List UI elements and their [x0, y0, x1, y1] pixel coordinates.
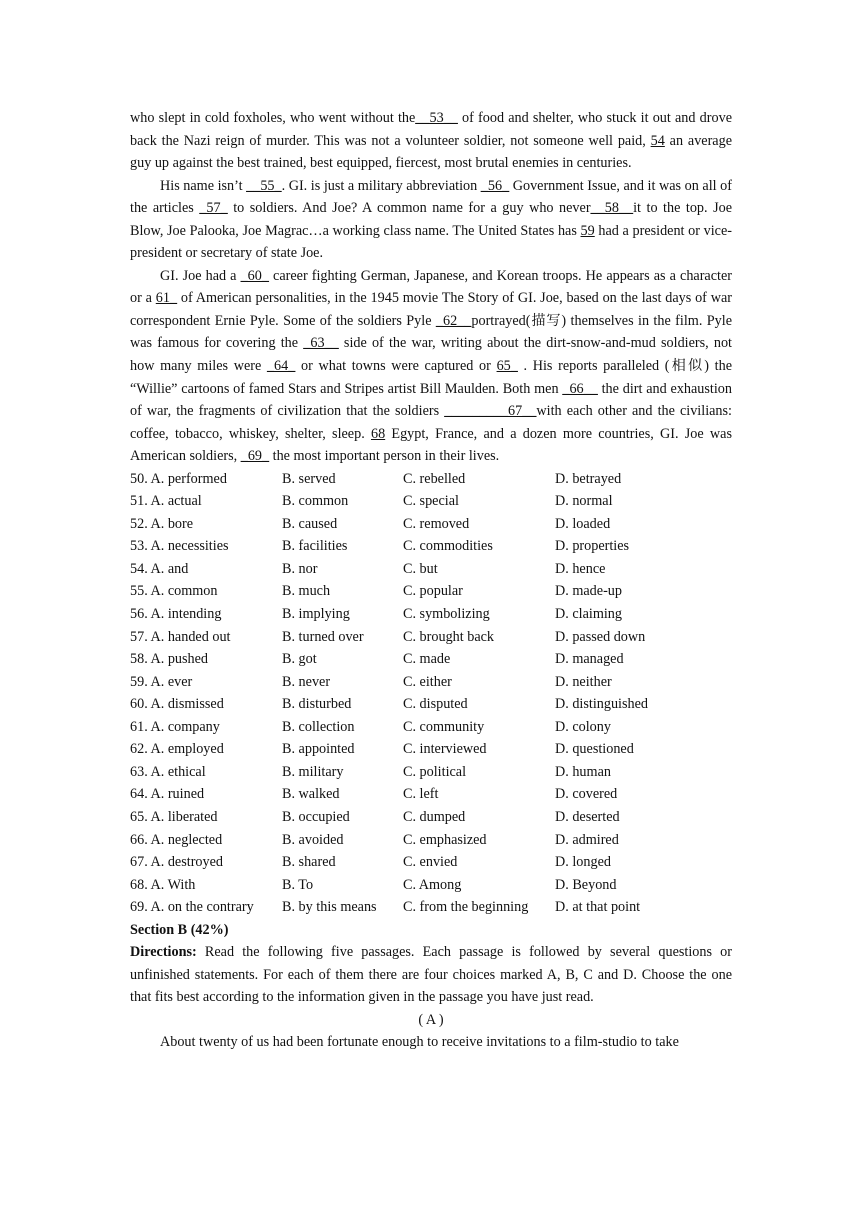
- option-d: D. human: [555, 763, 611, 780]
- option-b: B. much: [282, 583, 331, 600]
- option-b: B. implying: [282, 606, 350, 623]
- blank-57: _57_: [199, 200, 228, 217]
- option-d: D. made-up: [555, 583, 622, 600]
- option-b: B. shared: [282, 854, 336, 871]
- option-a: 53. A. necessities: [130, 538, 229, 555]
- option-c: C. dumped: [403, 808, 466, 825]
- option-d: D. longed: [555, 854, 611, 871]
- option-d: D. loaded: [555, 515, 611, 532]
- option-b: B. got: [282, 651, 317, 668]
- option-b: B. served: [282, 470, 336, 487]
- text: Government Issue, and it was on all of the articles: [130, 177, 732, 217]
- passage-paragraph-1: [130, 107, 732, 175]
- text: the dirt and exhaustion of war, the fragments of civilization that the soldiers: [130, 380, 732, 420]
- text: of food and shelter, who stuck it out and drove back the Nazi reign of murder. This was not a volunteer soldier, not someone well paid,: [130, 110, 732, 149]
- option-d: D. admired: [555, 831, 619, 848]
- option-d: D. claiming: [555, 606, 622, 623]
- blank-58: __58__: [590, 200, 634, 217]
- text: His name isn’t: [160, 177, 247, 194]
- option-c: C. envied: [403, 854, 458, 871]
- option-a: 58. A. pushed: [130, 651, 209, 668]
- question-row: [130, 558, 732, 581]
- option-c: C. but: [403, 560, 438, 577]
- text: who slept in cold foxholes, who went without the: [130, 110, 416, 126]
- option-b: B. avoided: [282, 831, 344, 848]
- section-b-heading: Section B (42%): [130, 921, 229, 938]
- option-c: C. from the beginning: [403, 899, 529, 916]
- blank-68: 68: [370, 425, 386, 442]
- option-a: 62. A. employed: [130, 741, 224, 758]
- text: an average guy up against the best trained, best equipped, fiercest, most brutal enemies in centuries.: [130, 132, 733, 172]
- option-b: B. occupied: [282, 808, 350, 825]
- option-a: 59. A. ever: [130, 673, 193, 690]
- question-row: [130, 535, 732, 558]
- blank-65: 65_: [496, 358, 518, 375]
- blank-59: 59: [580, 222, 595, 239]
- blank-67: _________67__: [444, 403, 537, 420]
- text: Egypt, France, and a dozen more countries, GI. Joe was American soldiers,: [130, 425, 732, 465]
- option-c: C. interviewed: [403, 741, 487, 758]
- question-row: [130, 626, 732, 649]
- question-row: [130, 761, 732, 784]
- option-a: 56. A. intending: [130, 606, 222, 623]
- blank-66: _66__: [562, 380, 598, 397]
- text: with each other and the civilians: coffee, tobacco, whiskey, shelter, sleep.: [130, 403, 732, 442]
- option-a: 67. A. destroyed: [130, 854, 223, 871]
- option-d: D. normal: [555, 493, 613, 510]
- option-d: D. questioned: [555, 741, 634, 758]
- option-d: D. properties: [555, 538, 630, 555]
- option-b: B. common: [282, 493, 349, 510]
- option-c: C. special: [403, 493, 459, 510]
- text: had a president or vice- president or secretary of state Joe.: [130, 222, 732, 262]
- option-a: 57. A. handed out: [130, 628, 231, 645]
- text: . His reports paralleled (相似) the “Willie” cartoons of famed Stars and Stripes artist Bill Maulden. Both men: [130, 358, 732, 397]
- blank-56: _56_: [480, 177, 510, 194]
- option-b: B. caused: [282, 515, 338, 532]
- option-d: D. covered: [555, 786, 618, 803]
- text: . GI. is just a military abbreviation: [281, 177, 481, 194]
- option-a: 65. A. liberated: [130, 808, 218, 825]
- question-row: [130, 648, 732, 671]
- option-a: 52. A. bore: [130, 515, 194, 532]
- passage-first-line: About twenty of us had been fortunate enough to receive invitations to a film-studio to take: [160, 1034, 679, 1051]
- option-c: C. either: [403, 673, 452, 690]
- option-d: D. neither: [555, 673, 612, 690]
- option-c: C. rebelled: [403, 470, 466, 487]
- question-row: [130, 716, 732, 739]
- option-c: C. political: [403, 763, 467, 780]
- question-row: [130, 851, 732, 874]
- option-b: B. turned over: [282, 628, 364, 645]
- option-d: D. Beyond: [555, 876, 617, 893]
- question-row: [130, 829, 732, 852]
- option-b: B. collection: [282, 718, 355, 735]
- option-b: B. To: [282, 876, 314, 893]
- directions-label: Directions:: [130, 944, 197, 961]
- question-row: [130, 603, 732, 626]
- option-c: C. commodities: [403, 538, 493, 555]
- blank-64: _64_: [266, 358, 296, 375]
- option-a: 61. A. company: [130, 718, 220, 735]
- question-row: [130, 693, 732, 716]
- option-d: D. at that point: [555, 899, 641, 916]
- option-b: B. nor: [282, 560, 318, 577]
- option-b: B. military: [282, 763, 344, 780]
- blank-53: __53__: [415, 110, 458, 126]
- option-a: 69. A. on the contrary: [130, 899, 254, 916]
- option-c: C. Among: [403, 876, 462, 893]
- option-c: C. symbolizing: [403, 606, 490, 623]
- question-row: [130, 874, 732, 897]
- option-d: D. passed down: [555, 628, 646, 645]
- option-c: C. popular: [403, 583, 463, 600]
- directions-text: Read the following five passages. Each passage is followed by several questions or unfinished statements. For each of them there are four choices marked A, B, C and D. Choose the one that fits best according to the information given in the passage you have just read.: [130, 944, 732, 1006]
- question-row: [130, 490, 732, 513]
- question-row: [130, 783, 732, 806]
- question-row: [130, 738, 732, 761]
- option-d: D. betrayed: [555, 470, 622, 487]
- text: side of the war, writing about the dirt-snow-and-mud soldiers, not how many miles were: [130, 335, 733, 375]
- blank-63: _63__: [303, 335, 339, 352]
- option-b: B. appointed: [282, 741, 355, 758]
- question-row: [130, 806, 732, 829]
- passage-label: ( A ): [418, 1011, 444, 1028]
- option-a: 51. A. actual: [130, 493, 202, 510]
- text: it to the top. Joe Blow, Joe Palooka, Joe Magrac…a working class name. The United States has: [130, 200, 732, 239]
- text: GI. Joe had a: [160, 267, 241, 284]
- option-b: B. never: [282, 673, 331, 690]
- blank-60: _60_: [240, 267, 269, 284]
- text: the most important person in their lives.: [269, 448, 500, 465]
- option-d: D. hence: [555, 560, 606, 577]
- text: or what towns were captured or: [295, 358, 497, 375]
- option-b: B. walked: [282, 786, 340, 803]
- blank-55: __55_: [246, 177, 282, 194]
- option-d: D. distinguished: [555, 696, 649, 713]
- directions-paragraph: [130, 941, 732, 1009]
- blank-54: 54: [650, 132, 665, 149]
- question-row: [130, 580, 732, 603]
- option-a: 54. A. and: [130, 560, 189, 577]
- blank-69: _69_: [240, 448, 270, 465]
- passage-paragraph-3: [130, 265, 732, 468]
- option-c: C. community: [403, 718, 485, 735]
- option-c: C. made: [403, 651, 451, 668]
- text: of American personalities, in the 1945 movie The Story of GI. Joe, based on the last days of war correspondent Ernie Pyle. Some of the soldiers Pyle: [130, 290, 732, 329]
- option-c: C. removed: [403, 515, 470, 532]
- option-d: D. managed: [555, 651, 624, 668]
- question-row: [130, 513, 732, 536]
- option-a: 60. A. dismissed: [130, 696, 224, 713]
- question-row: [130, 896, 732, 919]
- passage-paragraph-2: [130, 175, 732, 265]
- option-c: C. disputed: [403, 696, 468, 713]
- option-b: B. facilities: [282, 538, 348, 555]
- option-d: D. colony: [555, 718, 611, 735]
- option-c: C. emphasized: [403, 831, 487, 848]
- text: career fighting German, Japanese, and Korean troops. He appears as a character or a: [130, 267, 732, 307]
- blank-61: 61_: [155, 290, 178, 307]
- blank-62: _62__: [435, 312, 472, 329]
- question-row: [130, 468, 732, 491]
- option-a: 55. A. common: [130, 583, 218, 600]
- option-a: 63. A. ethical: [130, 763, 206, 780]
- option-b: B. by this means: [282, 899, 377, 916]
- document-page: [130, 107, 732, 1054]
- option-a: 50. A. performed: [130, 470, 227, 487]
- option-c: C. brought back: [403, 628, 495, 645]
- text: to soldiers. And Joe? A common name for a guy who never: [227, 200, 591, 217]
- option-a: 66. A. neglected: [130, 831, 223, 848]
- question-row: [130, 671, 732, 694]
- option-b: B. disturbed: [282, 696, 352, 713]
- option-a: 68. A. With: [130, 876, 196, 893]
- option-c: C. left: [403, 786, 439, 803]
- text: portrayed(描写) themselves in the film. Pyle was famous for covering the: [130, 312, 732, 352]
- options-list: [130, 468, 732, 919]
- option-a: 64. A. ruined: [130, 786, 205, 803]
- option-d: D. deserted: [555, 808, 620, 825]
